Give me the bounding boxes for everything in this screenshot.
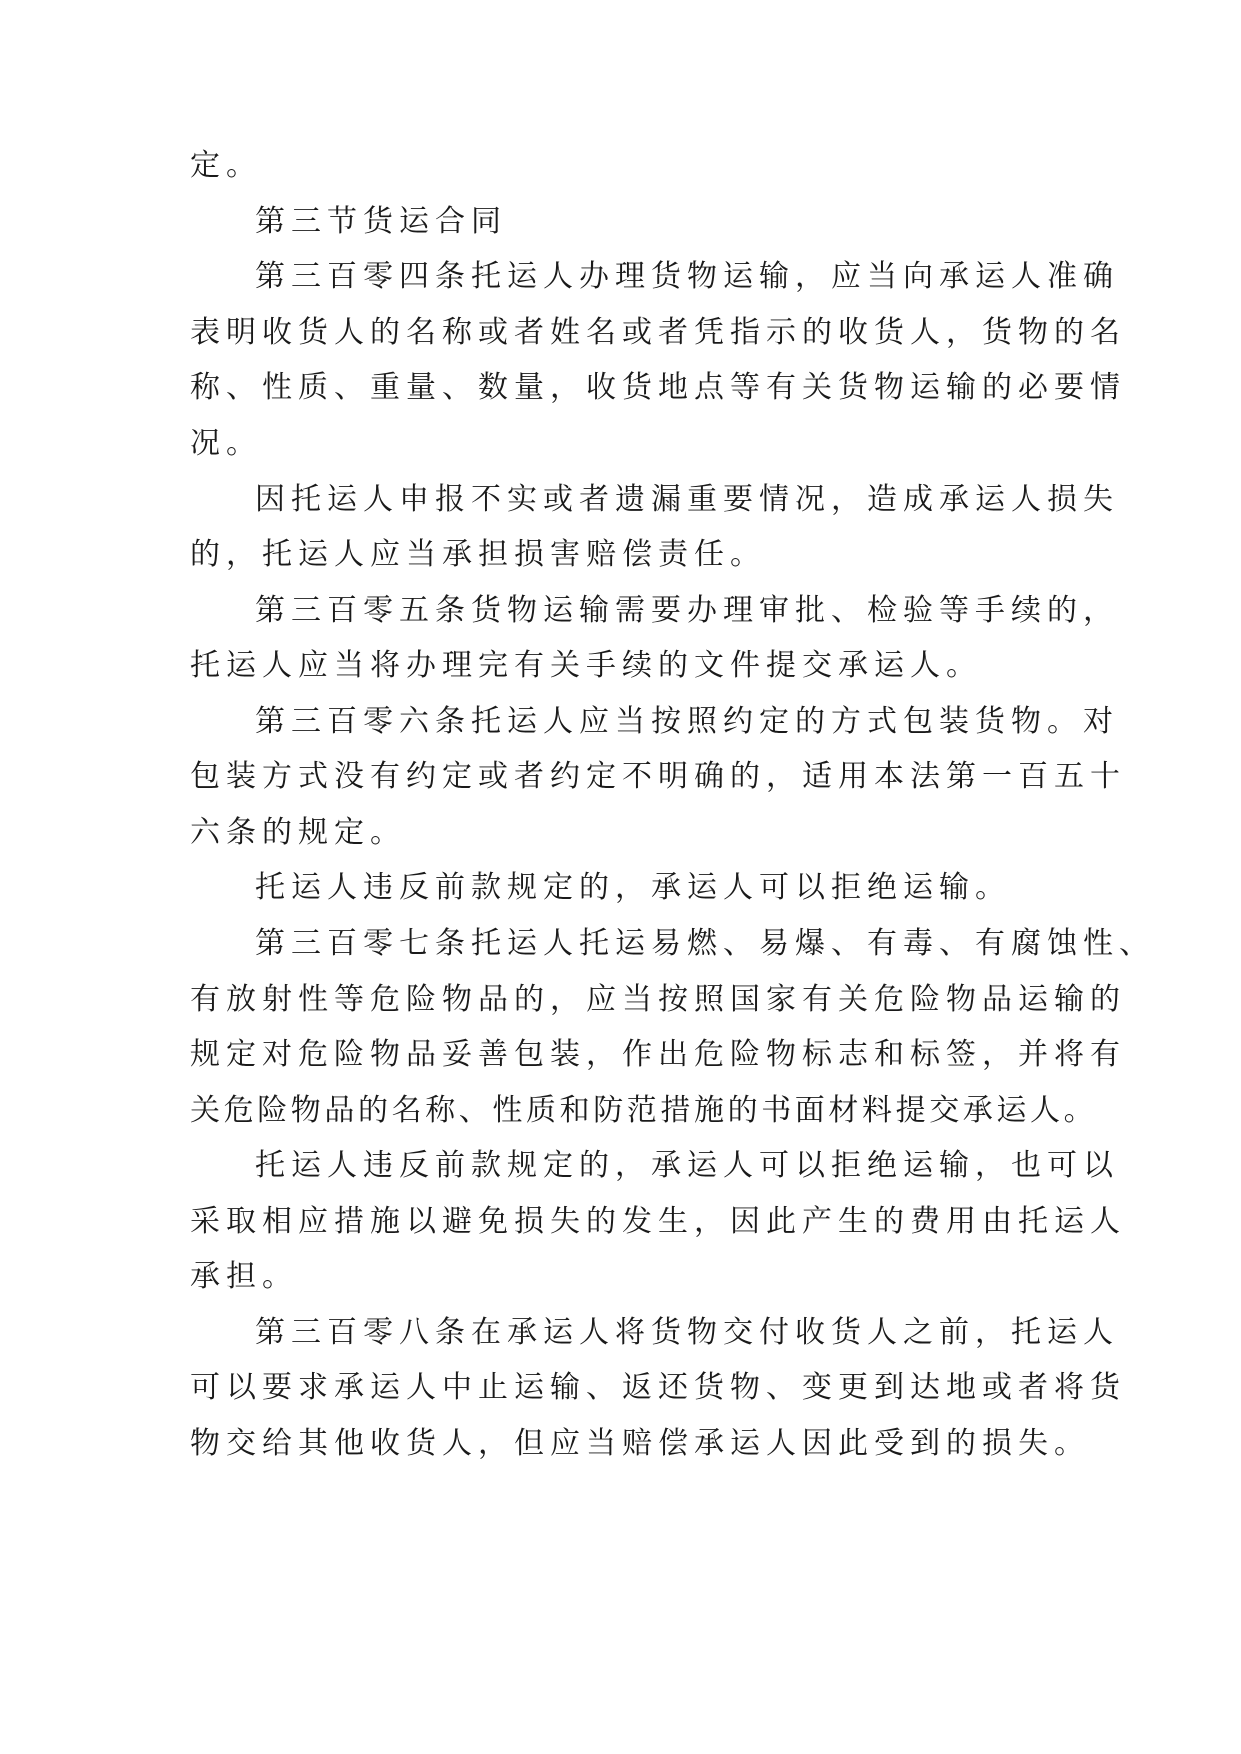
- text-line: 称、性质、重量、数量，收货地点等有关货物运输的必要情: [190, 370, 1126, 405]
- text-line: 第三百零七条托运人托运易燃、易爆、有毒、有腐蚀性、: [255, 926, 1155, 961]
- text-line: 第三百零八条在承运人将货物交付收货人之前，托运人: [255, 1315, 1119, 1350]
- text-line: 可以要求承运人中止运输、返还货物、变更到达地或者将货: [190, 1370, 1126, 1405]
- text-line: 的，托运人应当承担损害赔偿责任。: [190, 537, 766, 572]
- text-line: 第三百零五条货物运输需要办理审批、检验等手续的，: [255, 593, 1119, 628]
- text-line: 物交给其他收货人，但应当赔偿承运人因此受到的损失。: [190, 1426, 1090, 1461]
- text-line: 第三百零四条托运人办理货物运输，应当向承运人准确: [255, 259, 1119, 294]
- text-line: 承担。: [190, 1259, 298, 1294]
- text-line: 第三百零六条托运人应当按照约定的方式包装货物。对: [255, 704, 1119, 739]
- text-line: 定。: [190, 148, 262, 183]
- text-line: 有放射性等危险物品的，应当按照国家有关危险物品运输的: [190, 982, 1126, 1017]
- text-line: 规定对危险物品妥善包装，作出危险物标志和标签，并将有: [190, 1037, 1126, 1072]
- text-line: 况。: [190, 426, 262, 461]
- text-line: 表明收货人的名称或者姓名或者凭指示的收货人，货物的名: [190, 315, 1126, 350]
- text-line: 托运人违反前款规定的，承运人可以拒绝运输。: [255, 870, 1011, 905]
- text-line: 采取相应措施以避免损失的发生，因此产生的费用由托运人: [190, 1204, 1126, 1239]
- text-line: 关危险物品的名称、性质和防范措施的书面材料提交承运人。: [190, 1093, 1098, 1128]
- text-line: 托运人违反前款规定的，承运人可以拒绝运输，也可以: [255, 1148, 1119, 1183]
- text-line: 六条的规定。: [190, 815, 406, 850]
- text-line: 托运人应当将办理完有关手续的文件提交承运人。: [190, 648, 982, 683]
- text-line: 包装方式没有约定或者约定不明确的，适用本法第一百五十: [190, 759, 1126, 794]
- text-line: 因托运人申报不实或者遗漏重要情况，造成承运人损失: [255, 482, 1119, 517]
- section-heading: 第三节货运合同: [255, 204, 507, 239]
